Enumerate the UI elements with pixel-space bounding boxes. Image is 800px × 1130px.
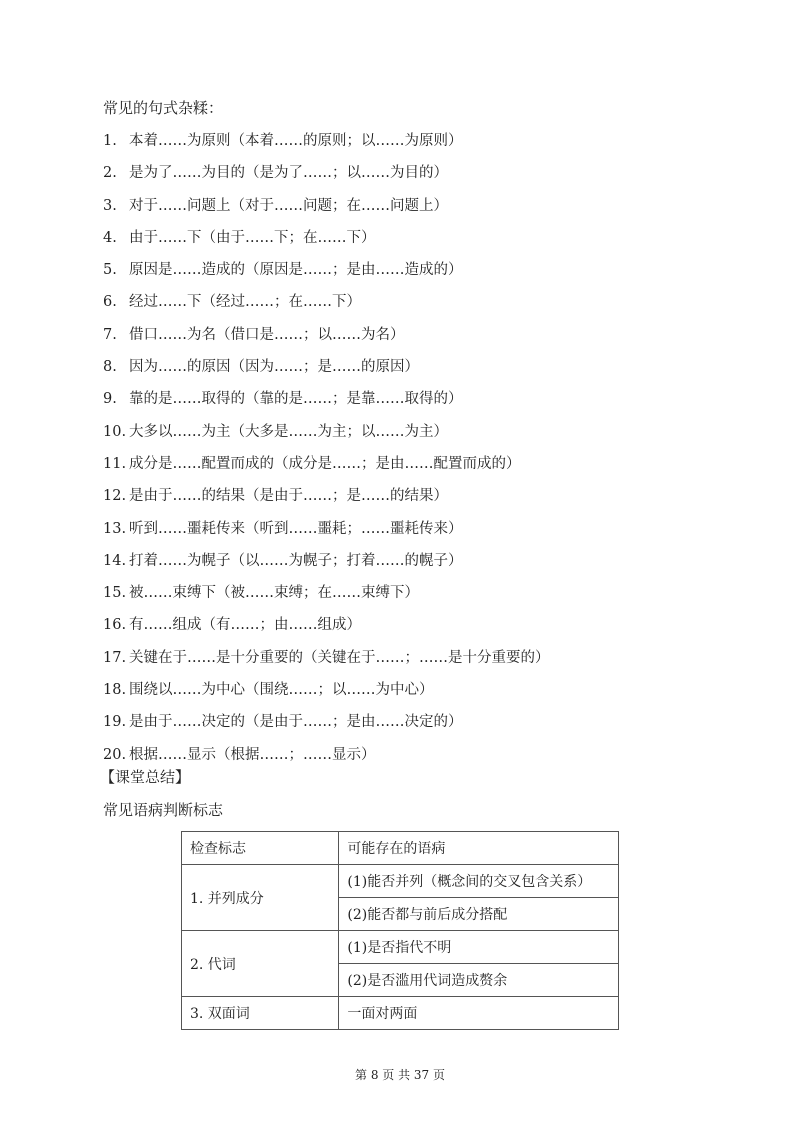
list-item-number: 4. xyxy=(103,229,117,246)
list-item xyxy=(103,679,550,711)
list-item xyxy=(103,259,550,291)
table-cell: 一面对两面 xyxy=(339,997,619,1030)
summary-heading: 【课堂总结】 xyxy=(100,768,191,786)
list-item xyxy=(103,162,550,194)
list-item-number: 16. xyxy=(103,617,127,634)
list-item-text: 大多以……为主（大多是……为主；以……为主） xyxy=(129,423,448,440)
list-item-number: 1. xyxy=(103,133,117,149)
table-cell: (2)能否都与前后成分搭配 xyxy=(339,898,619,931)
list-item xyxy=(103,421,550,453)
list-item-text: 关键在于……是十分重要的（关键在于……；……是十分重要的） xyxy=(129,649,550,666)
list-item-text: 因为……的原因（因为……；是……的原因） xyxy=(129,359,419,376)
list-item-number: 20. xyxy=(103,746,127,763)
list-item-number: 3. xyxy=(103,197,117,214)
list-item xyxy=(103,614,550,646)
list-item xyxy=(103,453,550,485)
table-header-cell: 可能存在的语病 xyxy=(339,832,619,865)
list-item-number: 8. xyxy=(103,359,117,376)
list-item-number: 2. xyxy=(103,165,117,182)
list-item-number: 6. xyxy=(103,294,117,311)
list-item-number: 15. xyxy=(103,585,127,602)
list-item-text: 围绕以……为中心（围绕……；以……为中心） xyxy=(129,682,434,699)
list-item-number: 12. xyxy=(103,488,127,505)
list-item xyxy=(103,711,550,743)
list-item-number: 17. xyxy=(103,649,127,666)
table-row xyxy=(182,997,619,1030)
list-item-text: 成分是……配置而成的（成分是……；是由……配置而成的） xyxy=(129,455,521,472)
list-item-text: 经过……下（经过……；在……下） xyxy=(129,294,361,311)
sentence-pattern-list xyxy=(103,130,550,776)
section-title: 常见的句式杂糅： xyxy=(103,99,224,117)
list-item-number: 7. xyxy=(103,326,117,343)
list-item-text: 根据……显示（根据……；……显示） xyxy=(129,746,376,763)
list-item xyxy=(103,550,550,582)
list-item xyxy=(103,388,550,420)
table-group-label: 1. 并列成分 xyxy=(182,865,339,931)
list-item-number: 9. xyxy=(103,391,117,408)
list-item xyxy=(103,647,550,679)
list-item xyxy=(103,324,550,356)
table-row xyxy=(182,931,619,964)
list-item-number: 18. xyxy=(103,682,127,699)
list-item-text: 由于……下（由于……下；在……下） xyxy=(129,229,376,246)
table-cell: (1)是否指代不明 xyxy=(339,931,619,964)
list-item-text: 是由于……决定的（是由于……；是由……决定的） xyxy=(129,714,463,731)
list-item-text: 原因是……造成的（原因是……；是由……造成的） xyxy=(129,262,463,279)
list-item xyxy=(103,356,550,388)
list-item-number: 14. xyxy=(103,552,127,569)
list-item-number: 19. xyxy=(103,714,127,731)
list-item-number: 11. xyxy=(103,455,127,472)
list-item-text: 靠的是……取得的（靠的是……；是靠……取得的） xyxy=(129,391,463,408)
list-item xyxy=(103,582,550,614)
table-header-cell: 检查标志 xyxy=(182,832,339,865)
table-cell: (2)是否滥用代词造成赘余 xyxy=(339,964,619,997)
list-item-text: 借口……为名（借口是……；以……为名） xyxy=(129,326,405,343)
table-group-label: 2. 代词 xyxy=(182,931,339,997)
list-item-number: 10. xyxy=(103,423,127,440)
list-item-text: 对于……问题上（对于……问题；在……问题上） xyxy=(129,197,448,214)
page-footer: 第 8 页 共 37 页 xyxy=(355,1068,445,1082)
list-item xyxy=(103,130,550,162)
list-item-text: 本着……为原则（本着……的原则；以……为原则） xyxy=(129,133,463,149)
table-header-row xyxy=(182,832,619,865)
list-item-text: 是由于……的结果（是由于……；是……的结果） xyxy=(129,488,448,505)
error-check-table xyxy=(181,831,619,1030)
list-item-text: 听到……噩耗传来（听到……噩耗；……噩耗传来） xyxy=(129,520,463,537)
list-item xyxy=(103,518,550,550)
list-item-number: 5. xyxy=(103,262,117,279)
list-item-text: 打着……为幌子（以……为幌子；打着……的幌子） xyxy=(129,552,463,569)
list-item xyxy=(103,227,550,259)
list-item-text: 被……束缚下（被……束缚；在……束缚下） xyxy=(129,585,419,602)
table-row xyxy=(182,865,619,898)
list-item xyxy=(103,195,550,227)
table-cell: (1)能否并列（概念间的交叉包含关系） xyxy=(339,865,619,898)
list-item-text: 有……组成（有……；由……组成） xyxy=(129,617,361,634)
list-item xyxy=(103,485,550,517)
list-item xyxy=(103,291,550,323)
list-item-text: 是为了……为目的（是为了……；以……为目的） xyxy=(129,165,448,182)
list-item-number: 13. xyxy=(103,520,127,537)
table-group-label: 3. 双面词 xyxy=(182,997,339,1030)
table-caption: 常见语病判断标志 xyxy=(103,801,224,819)
